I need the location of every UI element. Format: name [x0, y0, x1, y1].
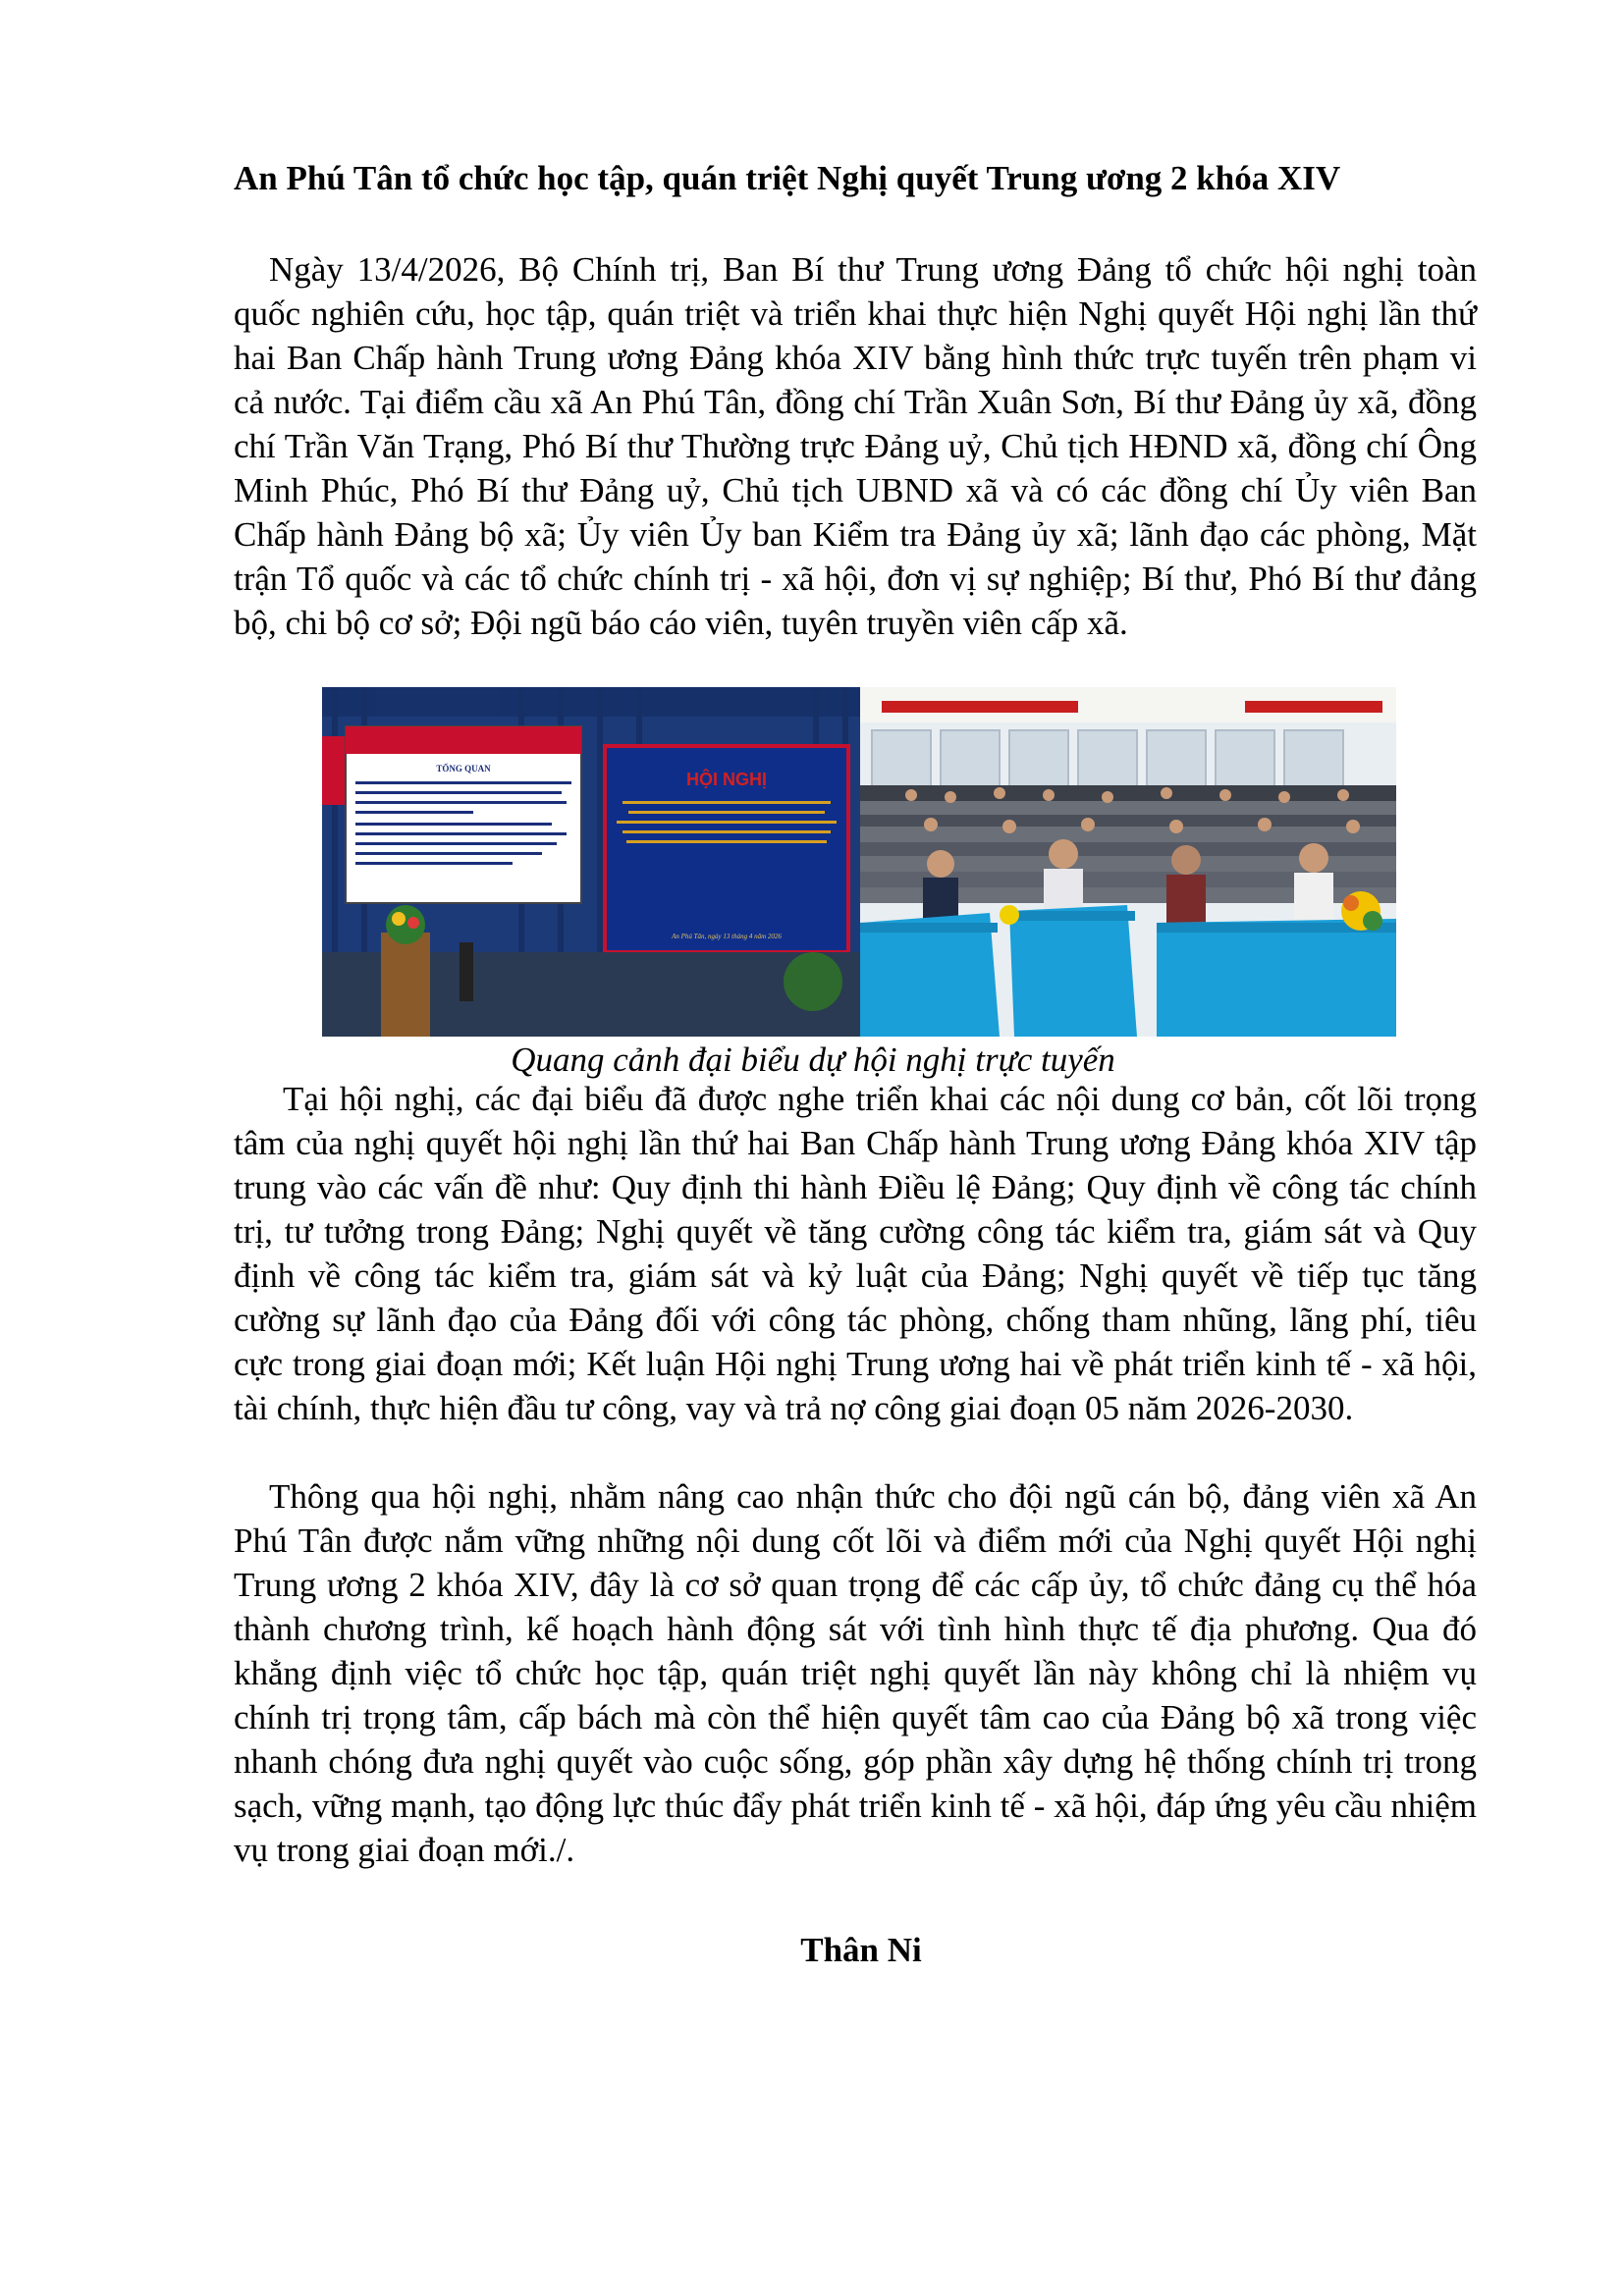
banner-heading: HỘI NGHỊ [685, 770, 768, 789]
paragraph-2: Tại hội nghị, các đại biểu đã được nghe triển khai các nội dung cơ bản, cốt lõi trọng tâm của nghị quyết hội nghị lần thứ hai Ban Chấp hành Trung ương Đảng khóa XIV tập trung vào các vấn đề như: Quy định thi hành Điều lệ Đảng; Quy định về công tác chính trị, tư tưởng trong Đảng; Nghị quyết về tăng cường công tác kiểm tra, giám sát và Quy định về công tác kiểm tra, giám sát và kỷ luật của Đảng; Nghị quyết về tiếp tục tăng cường sự lãnh đạo của Đảng đối với công tác phòng, chống tham nhũng, lãng phí, tiêu cực trong giai đoạn mới; Kết luận Hội nghị Trung ương hai về phát triển kinh tế - xã hội, tài chính, thực hiện đầu tư công, vay và trả nợ công giai đoạn 05 năm 2026-2030. [234, 1080, 1477, 1427]
slide-heading: TỔNG QUAN [436, 764, 491, 774]
paragraph-3: Thông qua hội nghị, nhằm nâng cao nhận thức cho đội ngũ cán bộ, đảng viên xã An Phú Tân được nắm vững những nội dung cốt lõi và điểm mới của Nghị quyết Hội nghị Trung ương 2 khóa XIV, đây là cơ sở quan trọng để các cấp ủy, tổ chức đảng cụ thể hóa thành chương trình, kế hoạch hành động sát với tình hình thực tế địa phương. Qua đó khẳng định việc tổ chức học tập, quán triệt nghị quyết lần này không chỉ là nhiệm vụ chính trị trọng tâm, cấp bách mà còn thể hiện quyết tâm cao của Đảng bộ xã trong việc nhanh chóng đưa nghị quyết vào cuộc sống, góp phần xây dựng hệ thống chính trị trong sạch, vững mạnh, tạo động lực thúc đẩy phát triển kinh tế - xã hội, đáp ứng yêu cầu nhiệm vụ trong giai đoạn mới./. [234, 1477, 1477, 1869]
photo-caption: Quang cảnh đại biểu dự hội nghị trực tuyến [511, 1041, 1115, 1079]
conference-photo-image [322, 687, 1396, 1037]
banner-location-date: An Phú Tân, ngày 13 tháng 4 năm 2026 [672, 933, 782, 940]
conference-photo [322, 687, 1396, 1037]
author-name: Thân Ni [800, 1931, 922, 1969]
paragraph-1: Ngày 13/4/2026, Bộ Chính trị, Ban Bí thư Trung ương Đảng tổ chức hội nghị toàn quốc nghiên cứu, học tập, quán triệt và triển khai thực hiện Nghị quyết Hội nghị lần thứ hai Ban Chấp hành Trung ương Đảng khóa XIV bằng hình thức trực tuyến trên phạm vi cả nước. Tại điểm cầu xã An Phú Tân, đồng chí Trần Xuân Sơn, Bí thư Đảng ủy xã, đồng chí Trần Văn Trạng, Phó Bí thư Thường trực Đảng uỷ, Chủ tịch HĐND xã, đồng chí Ông Minh Phúc, Phó Bí thư Đảng uỷ, Chủ tịch UBND xã và có các đồng chí Ủy viên Ban Chấp hành Đảng bộ xã; Ủy viên Ủy ban Kiểm tra Đảng ủy xã; lãnh đạo các phòng, Mặt trận Tổ quốc và các tổ chức chính trị - xã hội, đơn vị sự nghiệp; Bí thư, Phó Bí thư đảng bộ, chi bộ cơ sở; Đội ngũ báo cáo viên, tuyên truyền viên cấp xã. [234, 250, 1477, 642]
article-title: An Phú Tân tổ chức học tập, quán triệt Nghị quyết Trung ương 2 khóa XIV [234, 159, 1341, 197]
